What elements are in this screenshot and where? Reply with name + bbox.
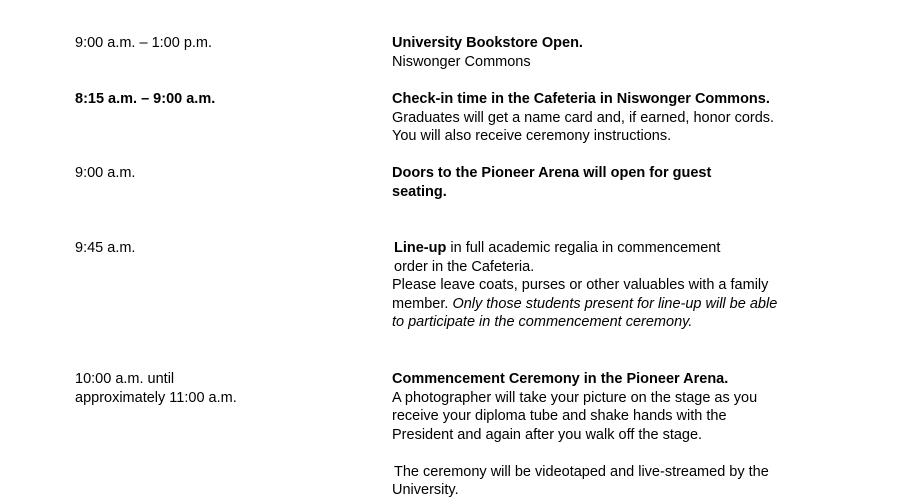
event-note: to participate in the commencement ceremony.	[392, 314, 693, 330]
event-detail: You will also receive ceremony instructions.	[392, 128, 672, 144]
time-line: 9:00 a.m. – 1:00 p.m.	[75, 35, 213, 51]
time-line: approximately 11:00 a.m.	[75, 389, 237, 406]
event-title: Check-in time in the Cafeteria in Niswonger Commons.	[392, 91, 770, 107]
time-line: 9:45 a.m.	[75, 240, 136, 256]
event-detail: University.	[392, 482, 459, 498]
event-title: Doors to the Pioneer Arena will open for guest	[392, 165, 712, 181]
time-line: 9:00 a.m.	[75, 165, 136, 181]
event-detail: President and again after you walk off the stage.	[392, 426, 703, 443]
schedule-description	[392, 370, 862, 500]
schedule-time	[75, 164, 375, 183]
event-detail: in full academic regalia in commencement	[446, 240, 721, 256]
event-detail: Please leave coats, purses or other valuables with a family	[392, 277, 769, 293]
event-detail: The ceremony will be videotaped and live-streamed by the	[394, 463, 769, 480]
schedule-description	[392, 90, 862, 146]
event-detail: receive your diploma tube and shake hands with the	[392, 408, 727, 424]
schedule-time	[75, 34, 375, 53]
event-title: Line-up	[394, 240, 447, 256]
event-title: University Bookstore Open.	[392, 35, 583, 51]
event-mixed-line	[392, 295, 862, 314]
schedule-time	[75, 239, 375, 258]
schedule-time	[75, 90, 375, 109]
time-line: 10:00 a.m. until	[75, 371, 175, 387]
schedule-description	[392, 239, 862, 332]
schedule-description	[392, 164, 862, 201]
event-detail: A photographer will take your picture on the stage as you	[392, 389, 758, 406]
event-detail: Graduates will get a name card and, if earned, honor cords.	[392, 109, 775, 126]
schedule-time	[75, 370, 375, 407]
event-title: Commencement Ceremony in the Pioneer Arena.	[392, 371, 729, 387]
event-note: Only those students present for line-up will be able	[452, 295, 778, 312]
schedule-description	[392, 34, 862, 71]
time-line: 8:15 a.m. – 9:00 a.m.	[75, 91, 216, 107]
event-lead	[392, 239, 862, 258]
spacer	[392, 444, 862, 463]
event-detail: Niswonger Commons	[392, 53, 531, 70]
event-detail: member.	[392, 295, 453, 312]
event-detail: order in the Cafeteria.	[394, 258, 535, 275]
event-title: seating.	[392, 183, 447, 200]
